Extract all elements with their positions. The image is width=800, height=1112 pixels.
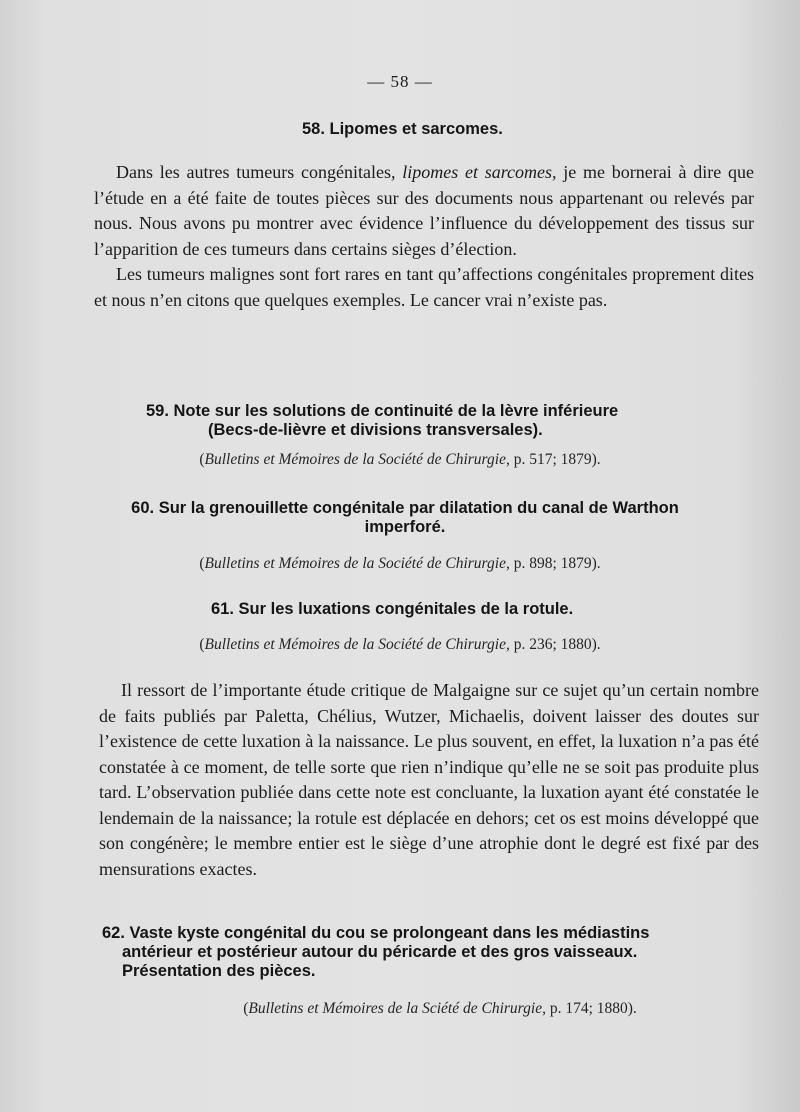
bibliographic-reference (0, 451, 800, 469)
paragraph-text: je me bornerai à dire que l’étude en a été faite de toutes pièces sur des documents nous appartenant ou relevés par nous. Nous avons pu montrer avec évidence l’influence du développement des tissus sur l’apparition de ces tumeurs dans certains sièges d’élection. (94, 162, 755, 259)
ref-publication: Bulletins et Mémoires de la Société de Chirurgie, (204, 555, 510, 572)
section-heading (102, 924, 772, 981)
heading-line: Présentation des pièces. (122, 962, 316, 980)
ref-publication: Bulletins et Mémoires de la Société de Chirurgie, (204, 636, 510, 653)
paragraph-italic-text: lipomes et sarcomes, (402, 162, 557, 182)
heading-line: (Becs-de-lièvre et divisions transversales). (208, 421, 543, 439)
section-heading (146, 402, 706, 440)
section-heading: 58. Lipomes et sarcomes. (302, 120, 503, 138)
ref-paren: ( (199, 636, 205, 653)
paragraph-text: Dans les autres tumeurs congénitales, (116, 162, 403, 182)
page-number: — 58 — (367, 72, 433, 91)
ref-publication: Bulletins et Mémoires de la Sciété de Chirurgie, (248, 1000, 546, 1017)
section-body (94, 160, 754, 313)
bibliographic-reference (0, 636, 800, 654)
bibliographic-reference (40, 1000, 800, 1018)
heading-line: antérieur et postérieur autour du péricarde et des gros vaisseaux. (122, 943, 638, 961)
ref-details: p. 174; 1880). (545, 1000, 637, 1017)
ref-publication: Bulletins et Mémoires de la Société de Chirurgie, (204, 451, 510, 468)
heading-line: 60. Sur la grenouillette congénitale par dilatation du canal de Warthon (131, 499, 679, 517)
ref-details: p. 898; 1879). (509, 555, 601, 572)
section-body (99, 678, 759, 882)
ref-paren: ( (199, 555, 205, 572)
section-heading: 61. Sur les luxations congénitales de la rotule. (211, 600, 574, 618)
ref-paren: ( (199, 451, 205, 468)
heading-line: imperforé. (364, 518, 446, 536)
paragraph: Les tumeurs malignes sont fort rares en tant qu’affections congénitales proprement dites et nous n’en citons que quelques exemples. Le cancer vrai n’existe pas. (94, 264, 754, 310)
heading-line: 62. Vaste kyste congénital du cou se prolongeant dans les médiastins (102, 924, 650, 942)
section-heading (60, 499, 750, 537)
paragraph: Il ressort de l’importante étude critique de Malgaigne sur ce sujet qu’un certain nombre de faits publiés par Paletta, Chélius, Wutzer, Michaelis, doivent laisser des doutes sur l’existence de cette luxation à la naissance. Le plus souvent, en effet, la luxation n’a pas été constatée à ce moment, de telle sorte que rien n’indique qu’elle ne se soit pas produite plus tard. L’observation publiée dans cette note est concluante, la luxation ayant été constatée le lendemain de la naissance; la rotule est déplacée en dehors; cet os est moins développé que son congénère; le membre entier est le siège d’une atrophie dont le degré est fixé par des mensurations exactes. (99, 680, 759, 879)
ref-details: p. 517; 1879). (509, 451, 601, 468)
heading-line: 59. Note sur les solutions de continuité de la lèvre inférieure (146, 402, 619, 420)
paragraph (94, 160, 754, 262)
bibliographic-reference (0, 555, 800, 573)
ref-details: p. 236; 1880). (509, 636, 601, 653)
ref-paren: ( (243, 1000, 249, 1017)
